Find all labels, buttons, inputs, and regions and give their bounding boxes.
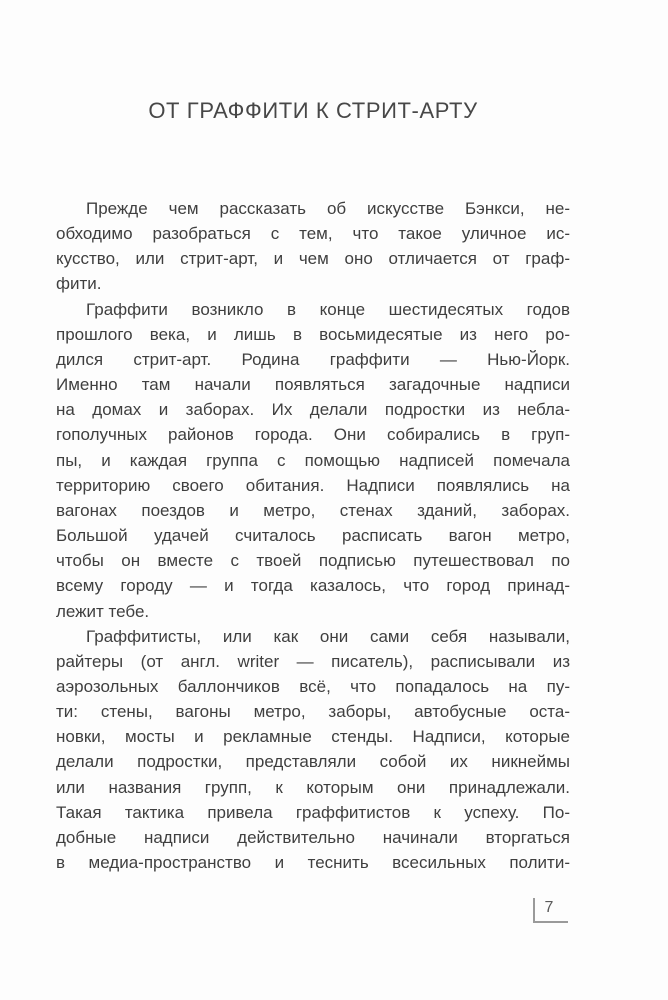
page-number-corner-rule-vertical <box>533 898 535 923</box>
text-line: прошлого века, и лишь в восьмидесятые из него ро- <box>56 324 570 344</box>
text-line: новки, мосты и рекламные стенды. Надписи, которые <box>56 727 570 747</box>
text-line: лежит тебе. <box>56 601 150 621</box>
text-line: на домах и заборах. Их делали подростки из небла- <box>56 400 570 420</box>
text-line: обходимо разобраться с тем, что такое уличное ис- <box>56 224 570 244</box>
text-line: Прежде чем рассказать об искусстве Бэнкси, не- <box>86 199 570 218</box>
text-line: пы, и каждая группа с помощью надписей помечала <box>56 450 570 470</box>
text-line: территорию своего обитания. Надписи появлялись на <box>56 475 570 495</box>
text-line: чтобы он вместе с твоей подписью путешествовал по <box>56 551 570 571</box>
body-text <box>56 196 570 875</box>
text-line: Граффитисты, или как они сами себя называли, <box>86 626 570 646</box>
text-line: или названия групп, к которым они принадлежали. <box>56 777 570 797</box>
text-line: гополучных районов города. Они собирались в груп- <box>56 425 570 445</box>
page-number: 7 <box>544 899 554 916</box>
text-line: вагонах поездов и метро, стенах зданий, заборах. <box>56 500 570 520</box>
text-line: делали подростки, представляли собой их никнеймы <box>56 752 570 772</box>
text-line: всему городу — и тогда казалось, что город принад- <box>56 576 570 596</box>
text-line: в медиа-пространство и теснить всесильных полити- <box>56 853 570 873</box>
text-line: Именно там начали появляться загадочные надписи <box>56 375 570 395</box>
text-line: ти: стены, вагоны метро, заборы, автобусные оста- <box>56 702 570 722</box>
text-line: кусство, или стрит-арт, и чем оно отличается от граф- <box>56 249 570 269</box>
page-number-corner-rule-horizontal <box>533 921 568 923</box>
chapter-title: ОТ ГРАФФИТИ К СТРИТ-АРТУ <box>148 98 478 123</box>
text-line: аэрозольных баллончиков всё, что попадалось на пу- <box>56 676 570 696</box>
text-line: Такая тактика привела граффитистов к успеху. По- <box>56 802 570 822</box>
text-line: Граффити возникло в конце шестидесятых годов <box>86 299 570 319</box>
text-line: дился стрит-арт. Родина граффити — Нью-Йорк. <box>56 349 570 369</box>
text-line: райтеры (от англ. writer — писатель), расписывали из <box>56 651 570 671</box>
text-line: фити. <box>56 274 102 294</box>
text-line: добные надписи действительно начинали вторгаться <box>56 827 570 847</box>
text-line: Большой удачей считалось расписать вагон метро, <box>56 526 570 546</box>
